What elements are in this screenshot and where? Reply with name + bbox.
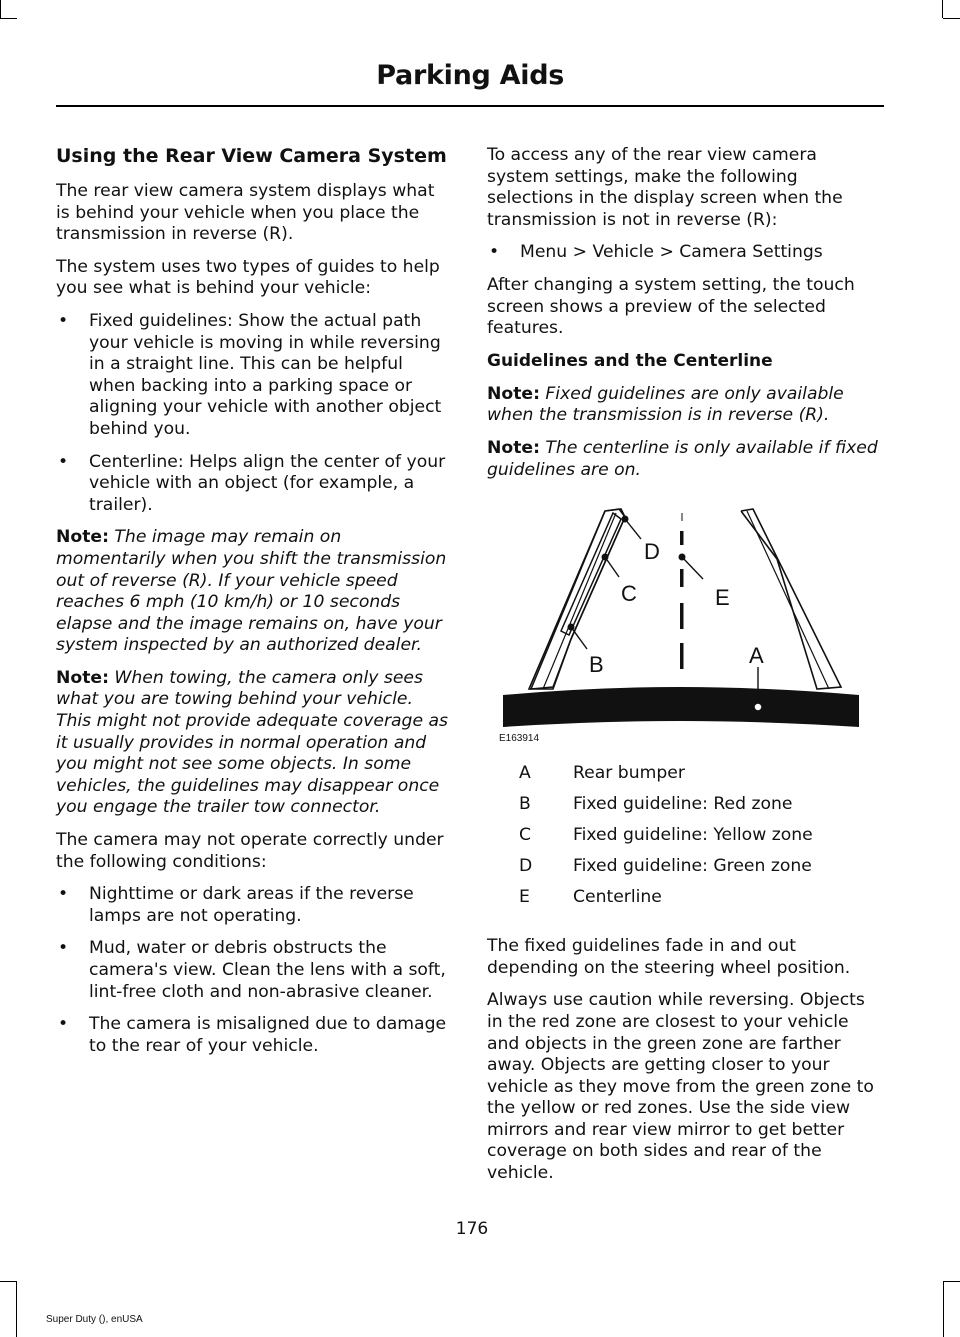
left-guideline-inner bbox=[543, 513, 616, 689]
crop-mark bbox=[943, 1282, 944, 1337]
note bbox=[56, 527, 448, 657]
crop-mark bbox=[943, 18, 960, 19]
left-column bbox=[56, 145, 448, 1068]
legend-text: Rear bumper bbox=[573, 763, 685, 784]
camera-guidelines-diagram bbox=[495, 499, 865, 735]
legend-text: Fixed guideline: Green zone bbox=[573, 856, 812, 877]
note-text: When towing, the camera only sees what you are towing behind your vehicle. This might not provide adequate coverage as it usually provides in normal operation and you might not see some objects. In some vehicles, the guidelines may disappear once you engage the trailer tow connector. bbox=[56, 667, 448, 818]
legend-key: C bbox=[519, 825, 532, 846]
list-item: • The camera is misaligned due to damage to the rear of your vehicle. bbox=[56, 1014, 448, 1057]
note bbox=[487, 384, 879, 427]
settings-intro: To access any of the rear view camera system settings, make the following selections in the display screen when the transmission is not in reverse (R): bbox=[487, 145, 843, 230]
callout-label-d: D bbox=[644, 539, 660, 565]
centerline-dash bbox=[680, 569, 684, 587]
footer-text: Super Duty (), enUSA bbox=[46, 1314, 143, 1325]
crop-mark bbox=[0, 18, 17, 19]
callout-leader bbox=[682, 557, 703, 579]
figure-legend bbox=[487, 763, 879, 918]
legend-key: D bbox=[519, 856, 533, 877]
header-divider bbox=[56, 105, 884, 107]
legend-key: B bbox=[519, 794, 531, 815]
legend-row bbox=[487, 856, 879, 887]
centerline-dash bbox=[680, 643, 684, 669]
crop-mark bbox=[942, 0, 943, 18]
callout-label-b: B bbox=[589, 652, 604, 678]
crop-mark bbox=[16, 1282, 17, 1337]
callout-label-c: C bbox=[621, 581, 637, 607]
note-label: Note: bbox=[56, 527, 109, 548]
guides-list bbox=[56, 311, 448, 516]
legend-key: E bbox=[519, 887, 530, 908]
note bbox=[487, 438, 879, 481]
list-item: • Mud, water or debris obstructs the camera's view. Clean the lens with a soft, lint-free cloth and non-abrasive cleaner. bbox=[56, 938, 448, 1003]
legend-row bbox=[487, 825, 879, 856]
settings-list bbox=[487, 242, 879, 264]
note bbox=[56, 668, 448, 819]
list-item: • Nighttime or dark areas if the reverse lamps are not operating. bbox=[56, 884, 448, 927]
crop-mark bbox=[0, 1281, 17, 1282]
left-guideline bbox=[531, 509, 625, 689]
centerline-dash bbox=[680, 531, 684, 545]
right-column bbox=[487, 145, 879, 1196]
settings-after: After changing a system setting, the touch screen shows a preview of the selected features. bbox=[487, 274, 855, 339]
legend-key: A bbox=[519, 763, 531, 784]
legend-text: Fixed guideline: Red zone bbox=[573, 794, 793, 815]
note-label: Note: bbox=[487, 383, 540, 404]
section-heading: Using the Rear View Camera System bbox=[56, 145, 447, 167]
legend-row bbox=[487, 887, 879, 918]
subheading: Guidelines and the Centerline bbox=[487, 350, 773, 371]
legend-row bbox=[487, 794, 879, 825]
list-item: • Fixed guidelines: Show the actual path your vehicle is moving in while reversing in a straight line. This can be helpful when backing into a parking space or aligning your vehicle with another object behind you. bbox=[56, 311, 448, 441]
callout-label-a: A bbox=[749, 643, 764, 669]
centerline-dash bbox=[680, 603, 684, 629]
list-item: • Menu > Vehicle > Camera Settings bbox=[487, 242, 879, 264]
callout-dot bbox=[754, 703, 762, 711]
camera-guidelines-figure bbox=[495, 499, 865, 749]
note-label: Note: bbox=[487, 437, 540, 458]
page-title: Parking Aids bbox=[376, 60, 564, 91]
callout-leader bbox=[605, 557, 619, 577]
note-text: The centerline is only available if fixed guidelines are on. bbox=[487, 437, 878, 480]
callout-label-e: E bbox=[715, 585, 730, 611]
caution-paragraph: Always use caution while reversing. Objects in the red zone are closest to your vehicle and objects in the green zone are farther away. Objects are getting closer to your vehicle as they move from the green zone to the yellow or red zones. Use the side view mirrors and rear view mirror to get better coverage on both sides and rear of the vehicle. bbox=[487, 990, 874, 1184]
callout-leader bbox=[571, 627, 587, 649]
note-label: Note: bbox=[56, 667, 109, 688]
intro-paragraph: The rear view camera system displays what is behind your vehicle when you place the transmission in reverse (R). bbox=[56, 181, 435, 245]
left-guideline-outline bbox=[529, 509, 625, 689]
note-text: The image may remain on momentarily when you shift the transmission out of reverse (R). If your vehicle speed reaches 6 mph (10 km/h) or 10 seconds elapse and the image remains on, have your system inspected by an authorized dealer. bbox=[56, 527, 447, 656]
fade-paragraph: The fixed guidelines fade in and out depending on the steering wheel position. bbox=[487, 936, 851, 978]
guides-intro: The system uses two types of guides to help you see what is behind your vehicle: bbox=[56, 256, 440, 299]
figure-code: E163914 bbox=[499, 732, 540, 744]
callout-leader bbox=[625, 519, 641, 539]
page-number: 176 bbox=[455, 1219, 489, 1239]
note-text: Fixed guidelines are only available when the transmission is in reverse (R). bbox=[487, 383, 844, 426]
legend-row bbox=[487, 763, 879, 794]
conditions-intro: The camera may not operate correctly under the following conditions: bbox=[56, 830, 444, 872]
list-item: • Centerline: Helps align the center of your vehicle with an object (for example, a trailer). bbox=[56, 452, 448, 517]
crop-mark bbox=[0, 0, 1, 18]
crop-mark bbox=[943, 1281, 960, 1282]
conditions-list bbox=[56, 884, 448, 1057]
rear-bumper bbox=[503, 687, 859, 727]
legend-text: Fixed guideline: Yellow zone bbox=[573, 825, 813, 846]
legend-text: Centerline bbox=[573, 887, 662, 908]
